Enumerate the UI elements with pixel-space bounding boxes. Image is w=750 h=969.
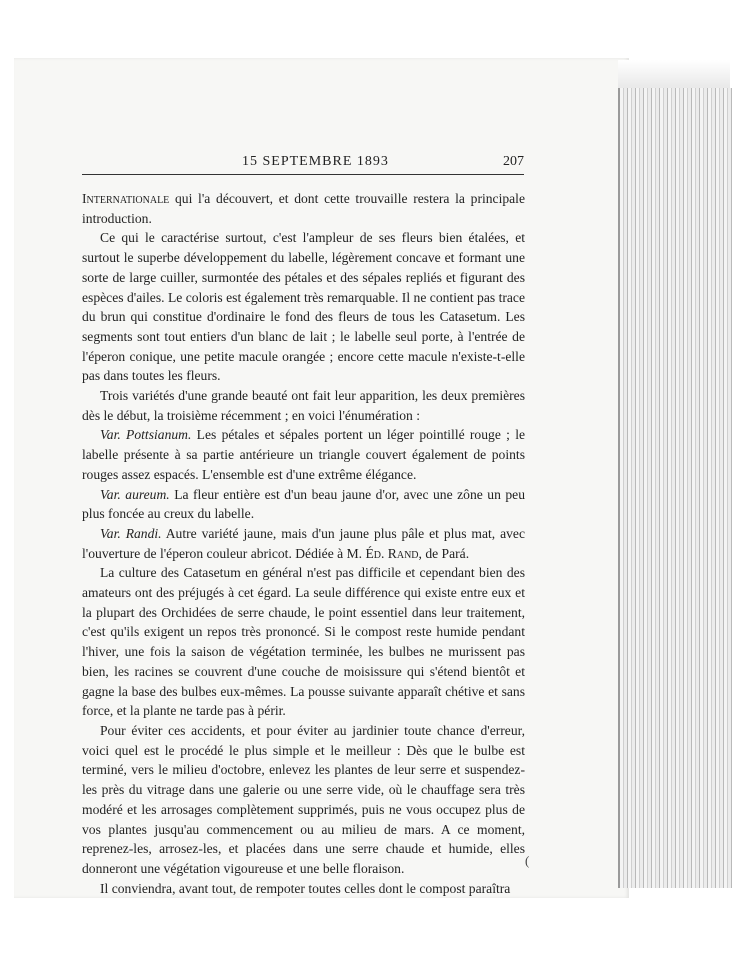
person-name: Éd. Rand xyxy=(365,545,419,561)
page-edges xyxy=(618,88,732,888)
paragraph xyxy=(82,425,525,484)
paragraph xyxy=(82,189,525,228)
small-caps-word: Internationale xyxy=(82,191,170,206)
paragraph-text: , de Pará. xyxy=(418,545,470,561)
paragraph-text: qui l'a découvert, et dont cette trouvaille restera la principale introduction. xyxy=(82,191,525,226)
variety-name: Var. Randi. xyxy=(100,525,162,541)
paragraph xyxy=(82,524,525,563)
running-head xyxy=(82,150,524,175)
page-number: 207 xyxy=(503,154,524,169)
margin-mark: ( xyxy=(525,853,530,868)
header-date: 15 SEPTEMBRE 1893 xyxy=(242,154,389,169)
paragraph xyxy=(82,485,525,524)
variety-name: Var. aureum. xyxy=(100,486,170,502)
paragraph-text: Les pétales et sépales portent un léger pointillé rouge ; le labelle présente à sa partie antérieure un triangle couvert également de points rouges assez espacés. L'ensemble est d'une extrême élégance. xyxy=(82,427,526,482)
paragraph-text: La fleur entière est d'un beau jaune d'or, avec une zône un peu plus foncée au creux du labelle. xyxy=(82,486,525,522)
page-edges-top xyxy=(618,60,730,90)
paragraph: Ce qui le caractérise surtout, c'est l'ampleur de ses fleurs bien étalées, et surtout le superbe développement du labelle, légèrement concave et formant une sorte de large cuiller, surmontée des pétales et des sépales repliés et figurant des espèces d'ailes. Le coloris est également très remarquable. Il ne contient pas trace du brun qui constitue d'ordinaire le fond des fleurs de tous les Catasetum. Les segments sont tout entiers d'un blanc de lait ; le labelle seul porte, à l'entrée de l'éperon conique, une petite macule orangée ; encore cette macule n'existe-t-elle pas dans toutes les fleurs. xyxy=(82,230,525,384)
paragraph: Pour éviter ces accidents, et pour éviter au jardinier toute chance d'erreur, voici quel est le procédé le plus simple et le meilleur : Dès que le bulbe est terminé, vers le milieu d'octobre, enlevez les plantes de leur serre et suspendez-les près du vitrage dans une galerie ou une serre vide, où le chauffage sera très modéré et les arrosages complètement supprimés, puis ne vous occupez plus de vos plantes jusqu'au commencement ou au milieu de mars. A ce moment, reprenez-les, arrosez-les, et placées dans une serre chaude et humide, elles donneront une végétation vigoureuse et une belle floraison. xyxy=(82,722,525,876)
paragraph: Il conviendra, avant tout, de rempoter toutes celles dont le compost paraîtra xyxy=(100,880,511,896)
paragraph-text: Autre variété jaune, mais d'un jaune plus pâle et plus mat, avec l'ouverture de l'éperon couleur abricot. Dédiée à M. xyxy=(82,525,525,561)
variety-name: Var. Pottsianum. xyxy=(100,427,192,443)
paragraph: La culture des Catasetum en général n'est pas difficile et cependant bien des amateurs ont des préjugés à cet égard. La seule différence qui existe entre eux et la plupart des Orchidées de serre chaude, le point essentiel dans leur traitement, c'est qu'ils exigent un repos très prononcé. Si le compost reste humide pendant l'hiver, une fois la saison de végétation terminée, les bulbes ne murissent pas bien, les racines se couvrent d'une couche de moisissure qui s'étend bientôt et gagne la base des bulbes eux-mêmes. La pousse suivante apparaît chétive et sans force, et la plante ne tarde pas à périr. xyxy=(82,565,525,719)
paragraph: Trois variétés d'une grande beauté ont fait leur apparition, les deux premières dès le début, la troisième récemment ; en voici l'énumération : xyxy=(82,388,525,423)
body-text xyxy=(82,189,525,898)
